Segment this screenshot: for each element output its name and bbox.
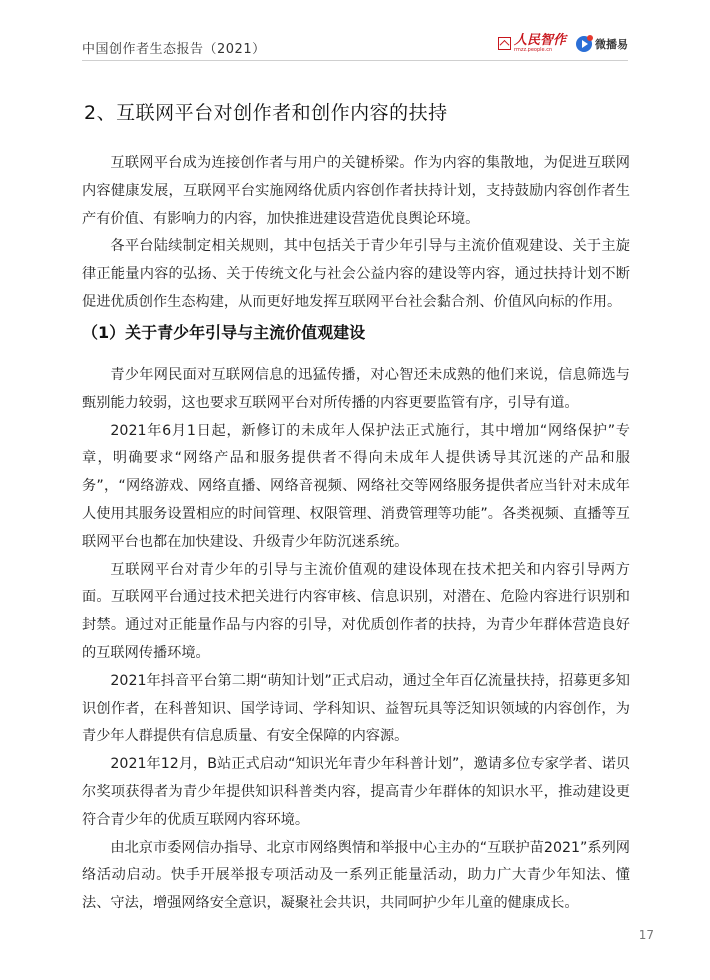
- paragraph: 由北京市委网信办指导、北京市网络舆情和举报中心主办的“互联护苗2021”系列网络活动启动。快手开展举报专项活动及一系列正能量活动，助力广大青少年知法、懂法、守法，增强网络安全意识，凝聚社会共识，共同呵护少年儿童的健康成长。: [82, 839, 630, 912]
- weiboyi-logo-text: 微播易: [595, 37, 628, 51]
- report-title: 中国创作者生态报告（2021）: [82, 42, 266, 57]
- paragraph: 2021年6月1日起，新修订的未成年人保护法正式施行，其中增加“网络保护”专章，明确要求“网络产品和服务提供者不得向未成年人提供诱导其沉迷的产品和服务”，“网络游戏、网络直播、网络音视频、网络社交等网络服务提供者应当针对未成年人使用其服务设置相应的时间管理、权限管理、消费管理等功能”。各类视频、直播等互联网平台也都在加快建设、升级青少年防沉迷系统。: [82, 422, 630, 550]
- section-title: 2、互联网平台对创作者和创作内容的扶持: [84, 102, 448, 124]
- paragraph: 青少年网民面对互联网信息的迅猛传播，对心智还未成熟的他们来说，信息筛选与甄别能力较弱，这也要求互联网平台对所传播的内容更要监管有序，引导有道。: [82, 367, 630, 411]
- section-body: [82, 150, 630, 317]
- weiboyi-logo-icon: [576, 36, 592, 52]
- header-logos: [498, 34, 628, 53]
- page-number: 17: [638, 928, 654, 942]
- people-ai-logo-icon: [498, 37, 511, 50]
- paragraph: 各平台陆续制定相关规则，其中包括关于青少年引导与主流价值观建设、关于主旋律正能量内容的弘扬、关于传统文化与社会公益内容的建设等内容，通过扶持计划不断促进优质创作生态构建，从而更好地发挥互联网平台社会黏合剂、价值风向标的作用。: [82, 238, 630, 310]
- paragraph: 2021年12月，B站正式启动“知识光年青少年科普计划”，邀请多位专家学者、诺贝尔奖项获得者为青少年提供知识科普类内容，提高青少年群体的知识水平，推动建设更符合青少年的优质互联网内容环境。: [82, 756, 630, 828]
- paragraph: 2021年抖音平台第二期“萌知计划”正式启动，通过全年百亿流量扶持，招募更多知识创作者，在科普知识、国学诗词、学科知识、益智玩具等泛知识领域的内容创作，为青少年人群提供有信息质量、有安全保障的内容源。: [82, 672, 630, 745]
- people-ai-logo: [498, 34, 566, 53]
- paragraph: 互联网平台对青少年的引导与主流价值观的建设体现在技术把关和内容引导两方面。互联网平台通过技术把关进行内容审核、信息识别，对潜在、危险内容进行识别和封禁。通过对正能量作品与内容的引导，对优质创作者的扶持，为青少年群体营造良好的互联网传播环境。: [82, 561, 630, 661]
- people-ai-logo-text: 人民智作: [513, 33, 566, 48]
- subsection-title: （1）关于青少年引导与主流价值观建设: [82, 323, 366, 342]
- paragraph: 互联网平台成为连接创作者与用户的关键桥梁。作为内容的集散地，为促进互联网内容健康发展，互联网平台实施网络优质内容创作者扶持计划，支持鼓励内容创作者生产有价值、有影响力的内容，加快推进建设营造优良舆论环境。: [82, 155, 630, 227]
- weiboyi-logo: [576, 36, 628, 52]
- subsection-body: [82, 362, 630, 918]
- page-header: [82, 34, 628, 61]
- people-ai-logo-url: rmzz.people.cn: [513, 47, 553, 53]
